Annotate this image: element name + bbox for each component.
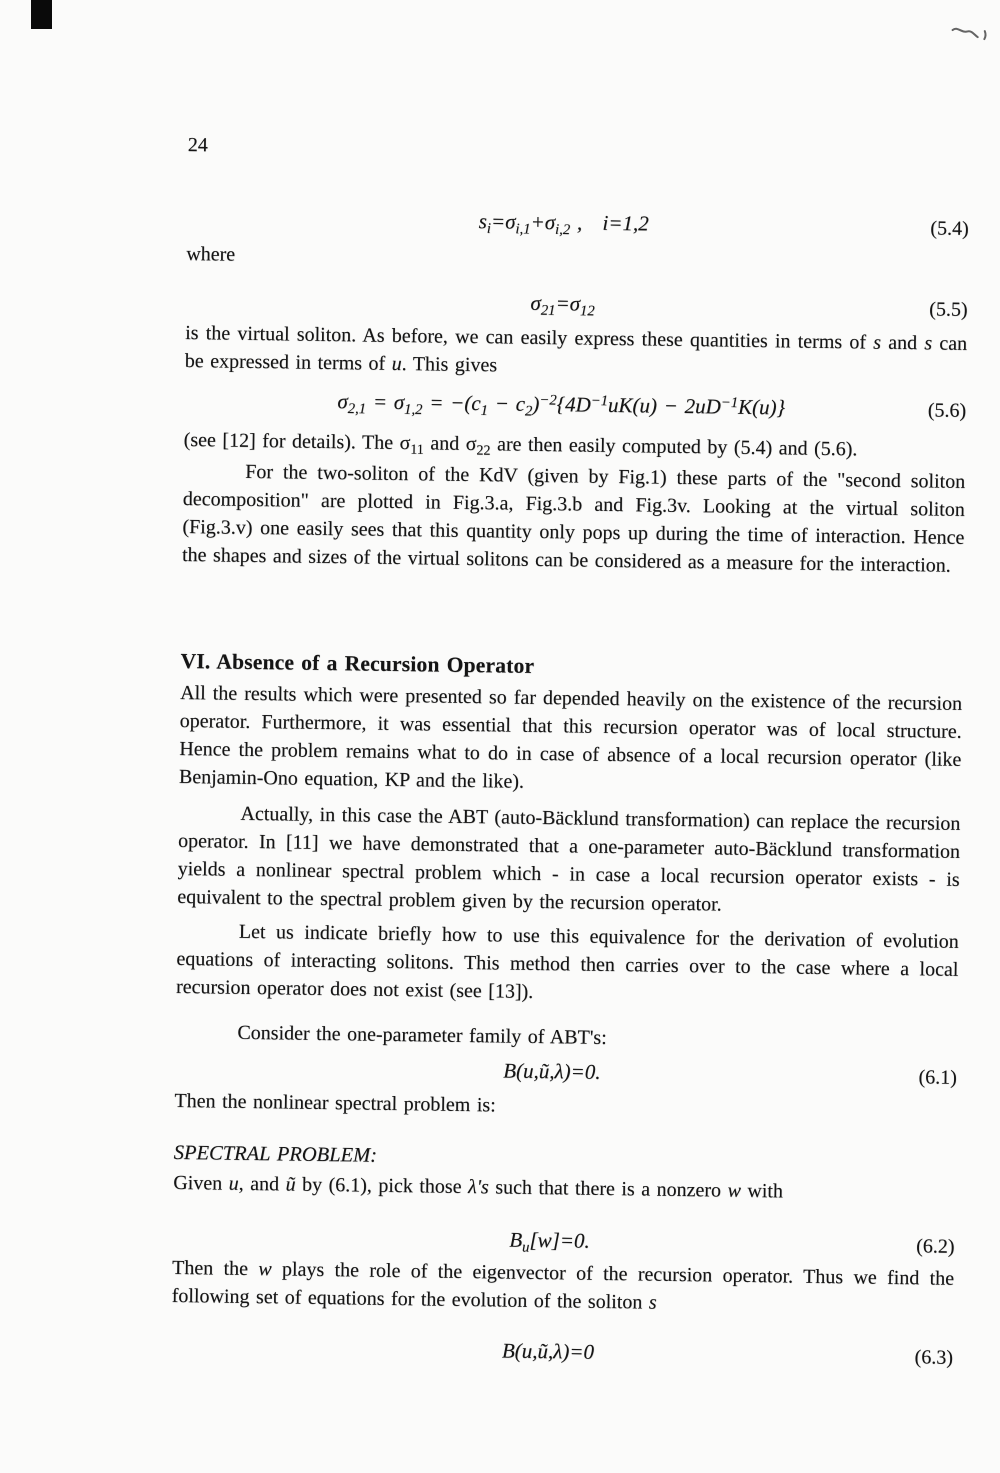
page-number: 24 bbox=[187, 133, 208, 157]
equation-5-6-math: $\sigma_{2,1} = \sigma_{1,2} = -(c_1 - c_2)^{-2}\{4D^{-1}uK(u) - 2uD^{-1}K(u)\}$ bbox=[337, 389, 786, 420]
equation-6-3 bbox=[171, 1332, 953, 1372]
paragraph-virtual-soliton: is the virtual soliton. As before, we can easily express these quantities in terms of s and s can be expressed in terms of u. This gives bbox=[184, 321, 968, 377]
equation-5-6-number: (5.6) bbox=[927, 399, 967, 422]
paragraph-actually-abt: Actually, in this case the ABT (auto-Bäcklund transformation) can replace the recursion operator. In [11] we have demonstrated that a one-parameter auto-Bäcklund transformation yields a nonlinear spectral problem which - in case a local recursion operator exists - is equivalent to the spectral problem given by the recursion operator. bbox=[177, 802, 961, 916]
paragraph-all-results: All the results which were presented so far depended heavily on the existence of the recursion operator. Furthermore, it was essential that this recursion operator was of local structure. Hence the problem remains what to do in case of absence of a local recursion operator (like Benjamin-Ono equation, KP and the like). bbox=[178, 681, 963, 793]
equation-6-1-math: B(u,ũ,λ)=0. bbox=[503, 1058, 601, 1084]
equation-6-3-math: B(u,ũ,λ)=0 bbox=[501, 1338, 595, 1364]
handwritten-squiggle-mark bbox=[949, 21, 994, 49]
equation-5-5-number: (5.5) bbox=[929, 298, 968, 321]
equation-6-3-number: (6.3) bbox=[914, 1346, 954, 1369]
paragraph-let-us: Let us indicate briefly how to use this equivalence for the derivation of evolution equations of interacting solitons. This method then carries over to the case where a local recursion operator does not exist (see [13]). bbox=[175, 920, 959, 1003]
equation-6-2-math: $B_u[w]=0$. bbox=[509, 1227, 590, 1256]
scan-artifact-bar bbox=[31, 0, 52, 29]
paragraph-given-u: Given u, and ũ by (6.1), pick those λ's such that there is a nonzero w with bbox=[173, 1171, 784, 1203]
equation-5-5 bbox=[185, 284, 967, 324]
equation-6-2-number: (6.2) bbox=[916, 1235, 955, 1258]
equation-6-1 bbox=[175, 1052, 957, 1092]
text-where: where bbox=[186, 242, 236, 266]
section-heading-vi: VI. Absence of a Recursion Operator bbox=[180, 648, 535, 678]
paragraph-see-12: (see [12] for details). The $\sigma_{11}$ and $\sigma_{22}$ are then easily computed by (5.4) and (5.6). bbox=[183, 428, 858, 461]
paragraph-then-w: Then the w plays the role of the eigenvector of the recursion operator. Thus we find the following set of equations for the evolution of the soliton s bbox=[171, 1256, 955, 1314]
equation-5-4 bbox=[187, 203, 969, 243]
equation-5-6 bbox=[184, 385, 966, 425]
paragraph-consider: Consider the one-parameter family of ABT's: bbox=[237, 1021, 607, 1049]
equation-5-4-math: $s_i=\sigma_{i,1}+\sigma_{i,2}$ , i=1,2 bbox=[478, 209, 649, 239]
equation-5-4-number: (5.4) bbox=[930, 217, 969, 240]
paragraph-then-nonlinear: Then the nonlinear spectral problem is: bbox=[174, 1089, 496, 1117]
page-content bbox=[171, 131, 970, 1372]
paragraph-two-soliton: For the two-soliton of the KdV (given by Fig.1) these parts of the "second soliton decomposition" are plotted in Fig.3.a, Fig.3.b and Fig.3v. Looking at the virtual soliton (Fig.3.v) one easily sees that this quantity only pops up during the time of interaction. Hence the shapes and sizes of the virtual solitons can be considered as a measure for the interaction. bbox=[181, 460, 966, 577]
equation-6-1-number: (6.1) bbox=[918, 1066, 958, 1089]
spectral-problem-heading: SPECTRAL PROBLEM: bbox=[173, 1141, 378, 1167]
equation-5-5-math: $\sigma_{21}=\sigma_{12}$ bbox=[530, 290, 595, 320]
